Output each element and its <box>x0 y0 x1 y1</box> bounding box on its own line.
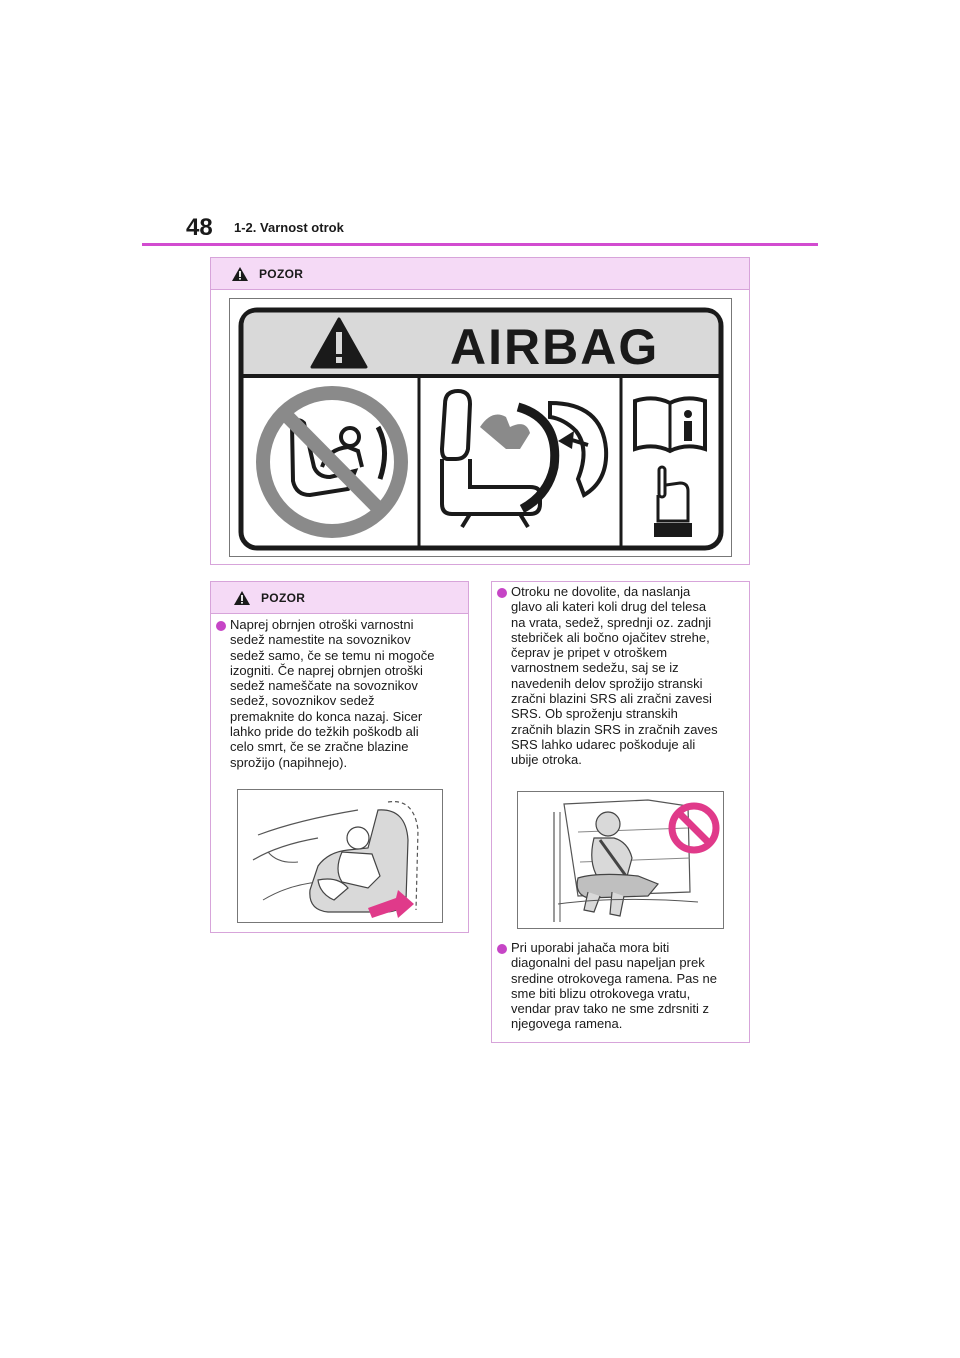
page-number: 48 <box>186 214 213 241</box>
warning-label: POZOR <box>261 591 306 605</box>
warning-triangle-icon <box>231 266 249 282</box>
warning-box-airbag-label <box>210 257 750 565</box>
section-title: 1-2. Varnost otrok <box>234 220 344 235</box>
bullet-icon <box>497 944 507 954</box>
paragraph-front-facing-seat: Naprej obrnjen otroški varnostni sedež namestite na sovoznikov sedež samo, če se temu ni mogoče izogniti. Če naprej obrnjen otroški sedež nameščate na sovoznikov sedež, sovoznikov sedež premaknite do konca nazaj. Sicer lahko pride do težkih poškodb ali celo smrt, če se zračne blazine sprožijo (napihnejo). <box>230 617 435 770</box>
warning-box-front-facing-seat <box>210 581 469 933</box>
warning-header <box>211 582 468 614</box>
bullet-icon <box>216 621 226 631</box>
airbag-text: AIRBAG <box>450 319 660 375</box>
front-seat-figure <box>237 789 443 923</box>
booster-seat-figure <box>517 791 724 929</box>
child-seat-front-illustration <box>238 790 443 923</box>
header-rule <box>142 243 818 246</box>
booster-seat-illustration <box>518 792 724 929</box>
airbag-label-illustration <box>230 299 732 557</box>
airbag-label-figure <box>229 298 732 557</box>
warning-label: POZOR <box>259 267 304 281</box>
warning-triangle-icon <box>233 590 251 606</box>
warning-box-side-airbag <box>491 581 750 1043</box>
paragraph-side-airbag: Otroku ne dovolite, da naslanja glavo ali kateri koli drug del telesa na vrata, sedež, sprednji oz. zadnji stebriček ali bočno ojačitev strehe, čeprav je pripet v otroškem varnostnem sedežu, saj se iz navedenih delov sprožijo stranski zračni blazini SRS ali zračni zavesi SRS. Ob sproženju stranskih zračnih blazin SRS in zračnih zaves SRS lahko udarec poškoduje ali ubije otroka. <box>511 584 718 768</box>
paragraph-booster-belt: Pri uporabi jahača mora biti diagonalni del pasu napeljan prek sredine otrokovega ramena. Pas ne sme biti blizu otrokovega vratu, vendar prav tako ne sme zdrsniti z njegovega ramena. <box>511 940 717 1032</box>
warning-header <box>211 258 749 290</box>
bullet-icon <box>497 588 507 598</box>
